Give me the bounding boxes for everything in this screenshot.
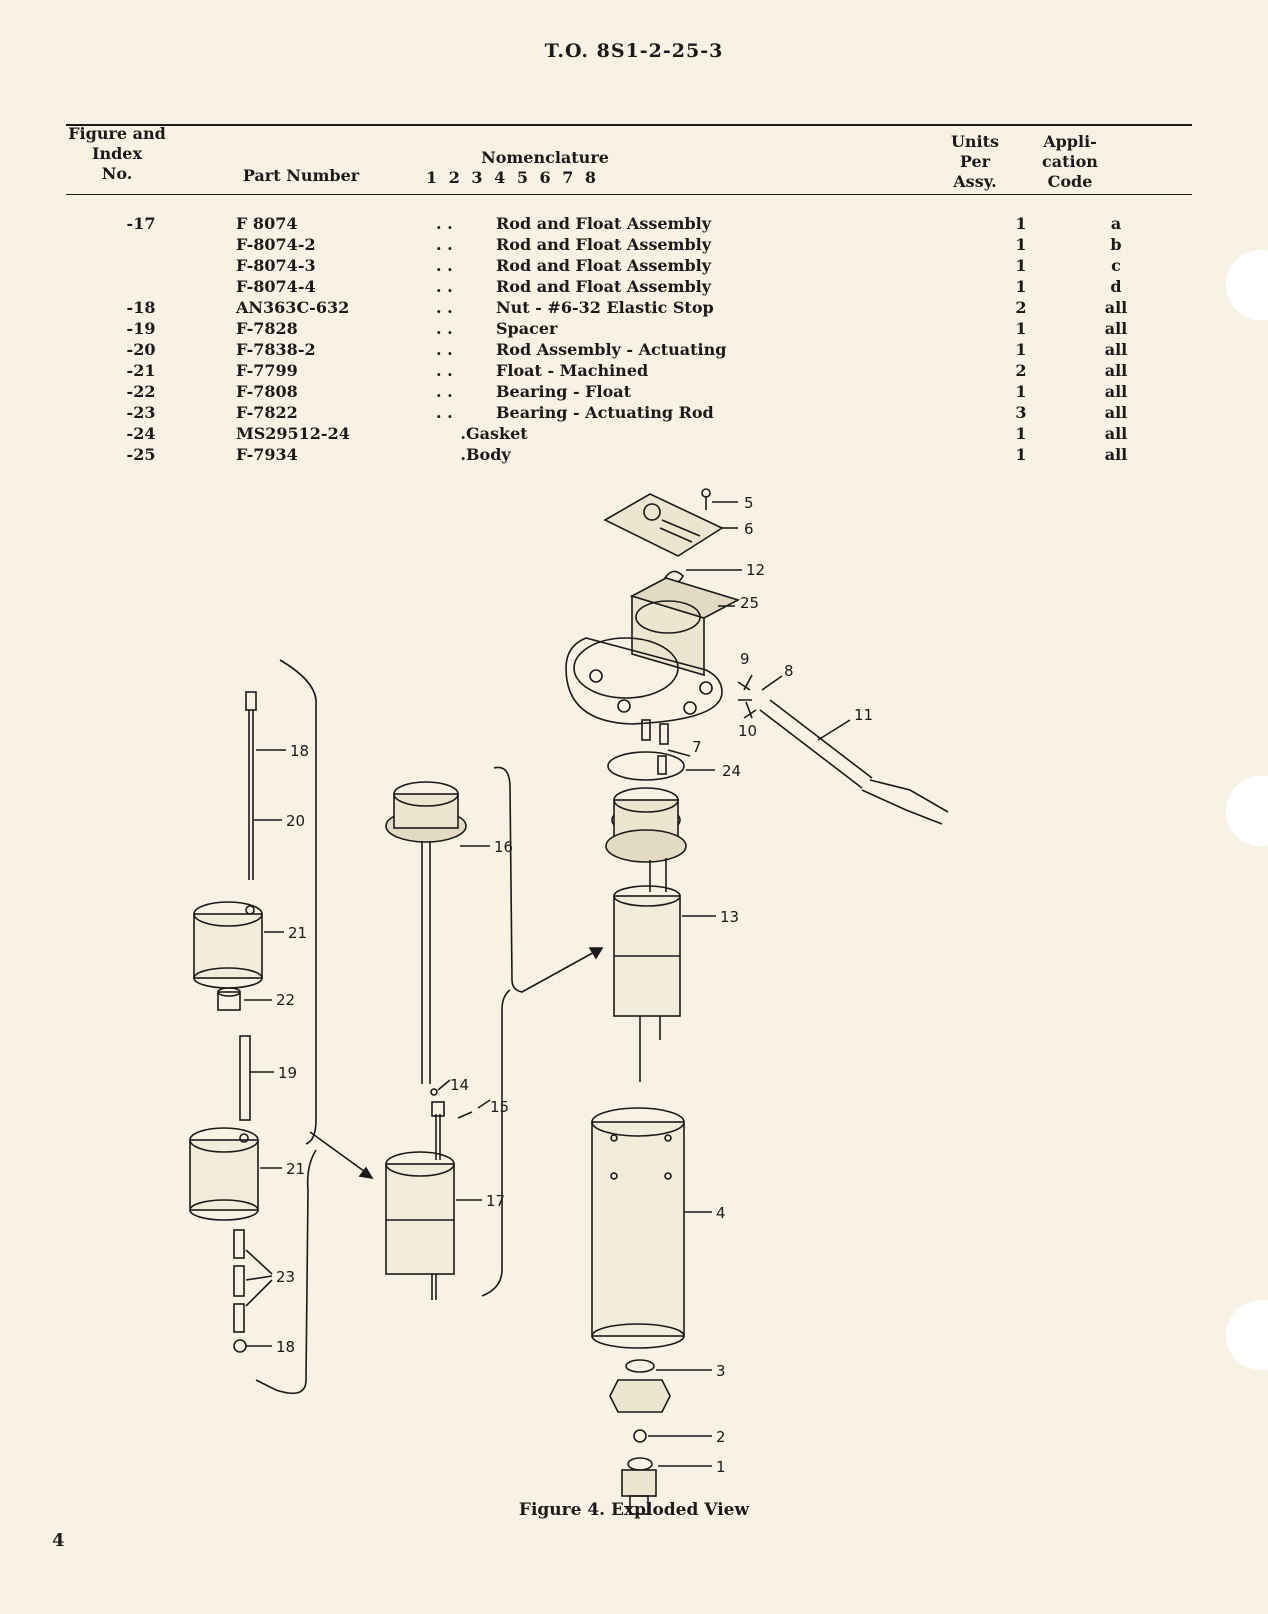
- part-name: Body: [466, 445, 511, 464]
- row-units: 2: [1015, 298, 1027, 317]
- row-index: -24: [126, 424, 156, 443]
- callout-13: 13: [720, 908, 740, 926]
- row-units: 1: [1015, 424, 1027, 443]
- spacer-19-drawing: [240, 1036, 274, 1120]
- row-part-number: F-8074-3: [236, 256, 316, 275]
- row-code: all: [1104, 424, 1128, 443]
- header-units-line2: Per: [959, 152, 991, 171]
- row-part-number: AN363C-632: [236, 298, 350, 317]
- row-index: -25: [126, 445, 156, 464]
- nut-2-drawing: [634, 1430, 712, 1442]
- part-name: Rod and Float Assembly: [496, 235, 712, 254]
- part-name: Rod Assembly - Actuating: [496, 340, 727, 359]
- row-part-number: F-7828: [236, 319, 298, 338]
- indent-dots: . .: [436, 214, 453, 233]
- row-part-number: F-8074-2: [236, 235, 316, 254]
- row-code: all: [1104, 403, 1128, 422]
- callout-6: 6: [744, 520, 754, 538]
- screw-5-drawing: [702, 489, 738, 510]
- assembly-16-drawing: [386, 782, 490, 1084]
- part-name: Gasket: [466, 424, 528, 443]
- callout-15: 15: [490, 1098, 510, 1116]
- row-units: 1: [1015, 382, 1027, 401]
- row-code: b: [1110, 235, 1122, 254]
- bracket-right-lower: [482, 990, 510, 1296]
- callout-22: 22: [276, 991, 296, 1009]
- indent-dots: .: [460, 424, 466, 443]
- row-index: -18: [126, 298, 156, 317]
- indent-dots: . .: [436, 361, 453, 380]
- row-part-number: F-7799: [236, 361, 298, 380]
- row-part-number: F-7822: [236, 403, 298, 422]
- indent-dots: .: [460, 445, 466, 464]
- row-units: 1: [1015, 214, 1027, 233]
- header-index-line3: No.: [101, 164, 133, 183]
- row-part-number: F 8074: [236, 214, 298, 233]
- part-name: Bearing - Float: [496, 382, 632, 401]
- row-code: all: [1104, 298, 1128, 317]
- row-units: 1: [1015, 340, 1027, 359]
- callout-10: 10: [738, 722, 758, 740]
- header-index-line1: Figure and: [68, 124, 166, 143]
- indent-dots: . .: [436, 277, 453, 296]
- callout-14: 14: [450, 1076, 470, 1094]
- header-part-number: Part Number: [242, 166, 360, 185]
- callout-18-lower: 18: [276, 1338, 296, 1356]
- cable-11-drawing: [738, 675, 948, 824]
- row-code: all: [1104, 361, 1128, 380]
- indent-dots: . .: [436, 298, 453, 317]
- header-nomenclature-title: Nomenclature: [481, 148, 609, 167]
- row-index: -17: [126, 214, 156, 233]
- row-index: -23: [126, 403, 156, 422]
- header-code-line1: Appli-: [1043, 132, 1097, 151]
- callout-16: 16: [494, 838, 514, 856]
- page-number: 4: [52, 1530, 65, 1551]
- header-code-line2: cation: [1042, 152, 1098, 171]
- header-units-line1: Units: [950, 132, 1000, 151]
- callout-21-upper: 21: [288, 924, 308, 942]
- row-units: 1: [1015, 256, 1027, 275]
- row-units: 1: [1015, 319, 1027, 338]
- row-part-number: F-7808: [236, 382, 298, 401]
- float-21-lower-drawing: [190, 1128, 282, 1220]
- document-id: T.O. 8S1-2-25-3: [544, 40, 724, 62]
- rod-20-drawing: [246, 692, 286, 880]
- row-code: d: [1110, 277, 1122, 296]
- assembly-17-drawing: [386, 1080, 490, 1300]
- header-code-line3: Code: [1047, 172, 1093, 191]
- arrow-to-17: [310, 1132, 368, 1174]
- callout-2: 2: [716, 1428, 726, 1446]
- callout-19: 19: [278, 1064, 298, 1082]
- indent-dots: . .: [436, 382, 453, 401]
- row-index: -20: [126, 340, 156, 359]
- header-nomenclature-levels: 1 2 3 4 5 6 7 8: [426, 168, 597, 187]
- callout-23: 23: [276, 1268, 296, 1286]
- callout-9: 9: [740, 650, 750, 668]
- indent-dots: . .: [436, 319, 453, 338]
- body-25-drawing: [566, 578, 738, 724]
- row-units: 2: [1015, 361, 1027, 380]
- indent-dots: . .: [436, 403, 453, 422]
- row-part-number: F-8074-4: [236, 277, 316, 296]
- callout-20: 20: [286, 812, 306, 830]
- header-units-line3: Assy.: [953, 172, 997, 191]
- bearing-22-drawing: [218, 988, 272, 1010]
- assembly-13-drawing: [606, 788, 716, 1082]
- indent-dots: . .: [436, 235, 453, 254]
- indent-dots: . .: [436, 256, 453, 275]
- part-name: Rod and Float Assembly: [496, 256, 712, 275]
- callout-1: 1: [716, 1458, 726, 1476]
- header-index-line2: Index: [91, 144, 143, 163]
- row-part-number: F-7838-2: [236, 340, 316, 359]
- arrow-to-13: [494, 767, 598, 992]
- figure-caption: Figure 4. Exploded View: [518, 1500, 750, 1520]
- part-name: Nut - #6-32 Elastic Stop: [496, 298, 714, 317]
- row-code: a: [1110, 214, 1122, 233]
- row-code: all: [1104, 382, 1128, 401]
- row-units: 3: [1015, 403, 1027, 422]
- row-part-number: F-7934: [236, 445, 298, 464]
- row-code: all: [1104, 319, 1128, 338]
- float-21-upper-drawing: [194, 902, 284, 988]
- callout-25: 25: [740, 594, 760, 612]
- part-name: Float - Machined: [496, 361, 649, 380]
- row-code: c: [1111, 256, 1121, 275]
- pins-7-drawing: [642, 720, 690, 774]
- indent-dots: . .: [436, 340, 453, 359]
- callout-17: 17: [486, 1192, 506, 1210]
- callout-5: 5: [744, 494, 754, 512]
- row-units: 1: [1015, 235, 1027, 254]
- housing-4-drawing: [592, 1108, 712, 1348]
- row-index: -19: [126, 319, 156, 338]
- callout-24: 24: [722, 762, 742, 780]
- callout-8: 8: [784, 662, 794, 680]
- fitting-3-drawing: [610, 1360, 712, 1412]
- callout-12: 12: [746, 561, 766, 579]
- bearings-23-drawing: [234, 1230, 272, 1332]
- row-index: -21: [126, 361, 156, 380]
- part-name: Rod and Float Assembly: [496, 277, 712, 296]
- cover-plate-6-drawing: [605, 494, 738, 556]
- callout-18-upper: 18: [290, 742, 310, 760]
- part-name: Rod and Float Assembly: [496, 214, 712, 233]
- callout-3: 3: [716, 1362, 726, 1380]
- row-index: -22: [126, 382, 156, 401]
- callout-21-lower: 21: [286, 1160, 306, 1178]
- nut-18-lower-drawing: [234, 1340, 272, 1352]
- row-units: 1: [1015, 277, 1027, 296]
- row-units: 1: [1015, 445, 1027, 464]
- part-name: Spacer: [496, 319, 558, 338]
- part-name: Bearing - Actuating Rod: [496, 403, 714, 422]
- row-code: all: [1104, 340, 1128, 359]
- callout-11: 11: [854, 706, 874, 724]
- row-code: all: [1104, 445, 1128, 464]
- callout-4: 4: [716, 1204, 726, 1222]
- callout-7: 7: [692, 738, 702, 756]
- row-part-number: MS29512-24: [236, 424, 350, 443]
